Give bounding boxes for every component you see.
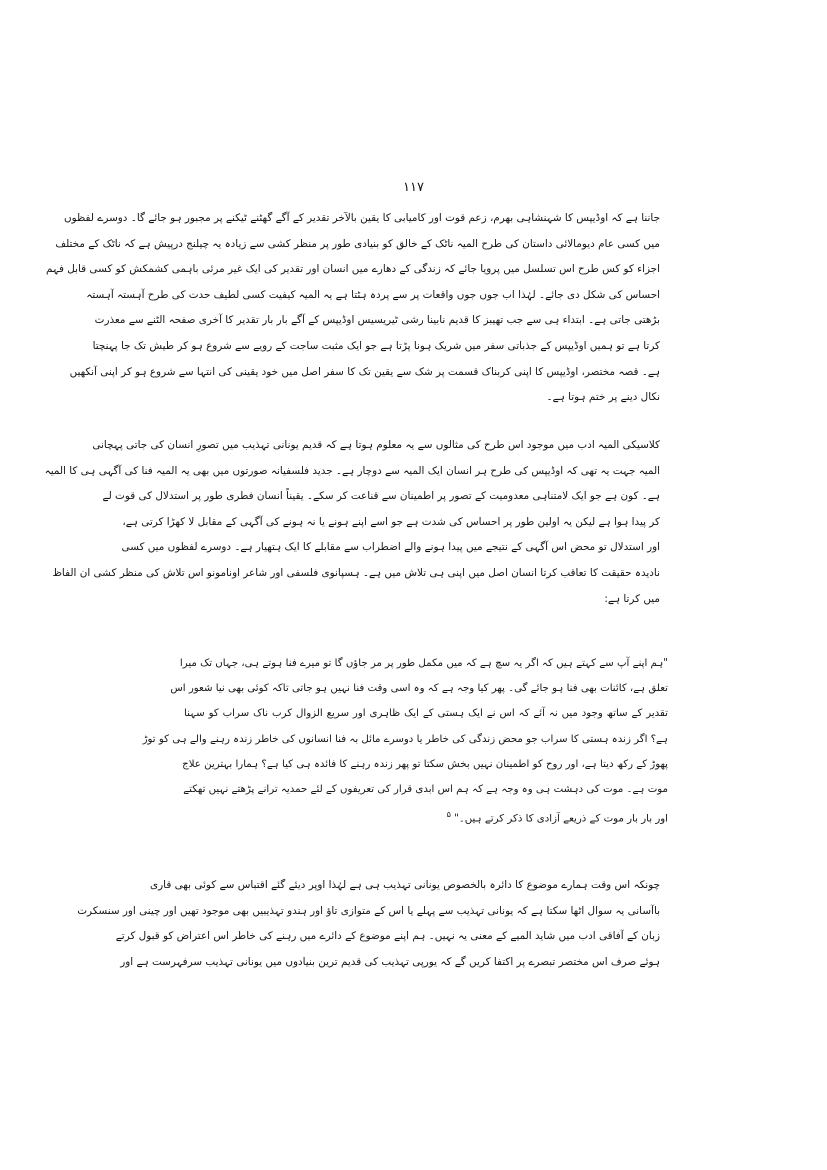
paragraph-line: بڑھتی جاتی ہے۔ ابتداء ہی سے جب تھیبز کا قدیم نابینا رشی ٹیریسیس اوڈیپس کے آگے بار بار تقدیر کا آخری صفحہ الٹنے سے معذرت <box>94 314 660 327</box>
quote-line: اور بار بار موت کے ذریعے آزادی کا ذکر کرتے ہیں۔" <box>454 813 668 825</box>
paragraph-line: ہوئے صرف اس مختصر تبصرے پر اکتفا کریں گے کہ یورپی تہذیب کی قدیم ترین بنیادوں میں یونانی تہذیب سرفہرست ہے اور <box>120 955 660 968</box>
quote-line: تعلق ہے، کائنات بھی فنا ہو جائے گی۔ پھر کیا وجہ ہے کہ وہ اسی وقت فنا نہیں ہو جاتی تاکہ کوئی بھی نیا شعور اس <box>170 683 668 695</box>
quote-line: موت ہے۔ موت کی دہشت ہی وہ وجہ ہے کہ ہم اس ابدی قرار کی تعریفوں کے لئے حمدیہ ترانے پڑھتے نہیں تھکتے <box>183 783 668 795</box>
paragraph-line: زبان کے آفاقی ادب میں شاید المیے کے معنی یہ نہیں۔ ہم اپنے موضوع کے دائرے میں رہنے کی خاطر اس اعتراض کو قبول کرتے <box>115 930 660 943</box>
paragraph-1 <box>45 206 660 411</box>
paragraph-line: میں کسی عام دیومالائی داستان کی طرح المیہ ناٹک کے خالق کو بنیادی طور پر منظر کشی سے زیادہ یہ چیلنج درپیش ہے کہ ناٹک کے مختلف <box>55 237 660 250</box>
paragraph-2 <box>44 433 660 612</box>
paragraph-line: ہے۔ قصہ مختصر، اوڈیپس کا اپنی کربناک قسمت پر شک سے یقین تک کا سفر اصل میں خود یقینی کی انتہا سے شروع ہو کر اپنی آنکھیں <box>69 365 660 378</box>
paragraph-line: المیہ جہت یہ تھی کہ اوڈیپس کی طرح ہر انسان ایک المیہ سے دوچار ہے۔ جدید فلسفیانہ صورتوں میں بھی یہ المیہ فنا کی آگہی ہی کا المیہ <box>44 464 660 477</box>
quote-line: ہے؟ اگر زندہ ہستی کا سراب جو محض زندگی کی خاطر یا دوسرے مائل بہ فنا انسانوں کی خاطر زندہ رہنے والے ہی کو توڑ <box>142 733 668 745</box>
paragraph-line: کلاسیکی المیہ ادب میں موجود اس طرح کی مثالوں سے یہ معلوم ہوتا ہے کہ قدیم یونانی تہذیب میں تصورِ انسان کی جاتی پہچانی <box>92 439 660 451</box>
paragraph-line: کرتا ہے تو ہمیں اوڈیپس کے جذباتی سفر میں شریک ہونا پڑتا ہے جو ایک مثبت ساجت کے رویے سے شروع ہو کر طیش تک جا پہنچتا <box>92 339 660 352</box>
footnote-marker: ۵ <box>446 810 451 820</box>
paragraph-line: اور استدلال تو محض اس آگہی کے نتیجے میں پیدا ہونے والے اضطراب سے مقابلے کا ایک ہتھیار ہے۔ دوسرے لفظوں میں کسی <box>121 541 660 554</box>
paragraph-line: باآسانی یہ سوال اٹھا سکتا ہے کہ یونانی تہذیب سے پہلے یا اس کے متوازی تاؤ اور ہندو تہذیبیں بھی موجود تھیں اور چینی اور سنسکرت <box>77 904 660 917</box>
paragraph-line: اجزاء کو کس طرح اس تسلسل میں پرویا جائے کہ زندگی کے دھارے میں انسان اور تقدیر کی ایک غیر مرئی باہمی کشمکش کو کسی قابل فہم <box>45 263 660 276</box>
paragraph-line: نادیدہ حقیقت کا تعاقب کرتا انسان اصل میں اپنی ہی تلاش میں ہے۔ ہسپانوی فلسفی اور شاعر اونامونو اس تلاش کی منظر کشی ان الفاظ <box>52 566 660 579</box>
quote-line: تقدیر کے ساتھ وجود میں نہ آئے کہ اس نے ایک ہستی کے ایک ظاہری اور سریع الزوال کرب ناک سراب کو سہنا <box>184 708 668 720</box>
paragraph-line: کر پیدا ہوا ہے لیکن یہ اولین طور پر احساس کی شدت ہے جو اسے اپنے ہونے یا نہ ہونے کی آگہی کے مقابل لا کھڑا کرتی ہے، <box>122 515 660 528</box>
paragraph-line: میں کرتا ہے: <box>604 592 660 605</box>
paragraph-line: احساس کی شکل دی جائے۔ لہٰذا اب جوں جوں واقعات پر سے پردہ ہٹتا ہے یہ المیہ کیفیت کسی لطیف حدت کی طرح آہستہ آہستہ <box>86 288 660 301</box>
block-quote <box>142 651 668 827</box>
quote-line: پھوڑ کے رکھ دیتا ہے، اور روح کو اطمینان نہیں بخش سکتا تو پھر زندہ رہنے کا فائدہ ہی کیا ہے؟ ہمارا بہترین علاج <box>182 758 668 770</box>
paragraph-3 <box>77 873 660 975</box>
paragraph-line: ہے۔ کون ہے جو ایک لامتناہی معدومیت کے تصور پر اطمینان سے قناعت کر سکے۔ یقیناً انسان فطری طور پر استدلال کی قوت لے <box>102 490 660 503</box>
quote-line: "ہم اپنے آپ سے کہتے ہیں کہ اگر یہ سچ ہے کہ میں مکمل طور پر مر جاؤں گا تو میرے فنا ہوتے ہی، جہاں تک میرا <box>179 658 668 669</box>
paragraph-line: چونکہ اس وقت ہمارے موضوع کا دائرہ بالخصوص یونانی تہذیب ہی ہے لہٰذا اوپر دیئے گئے اقتباس سے کوئی بھی قاری <box>150 879 660 891</box>
paragraph-line: نکال دینے پر ختم ہوتا ہے۔ <box>546 391 660 404</box>
quote-last-line <box>184 802 668 827</box>
paragraph-line: جاننا ہے کہ اوڈیپس کا شہنشاہی بھرم، زعم قوت اور کامیابی کا یقین بالآخر تقدیر کے آگے گھٹنے ٹیکنے پر مجبور ہو جائے گا۔ دوسرے لفظوں <box>64 212 660 224</box>
page-number: ۱۱۷ <box>403 180 424 195</box>
